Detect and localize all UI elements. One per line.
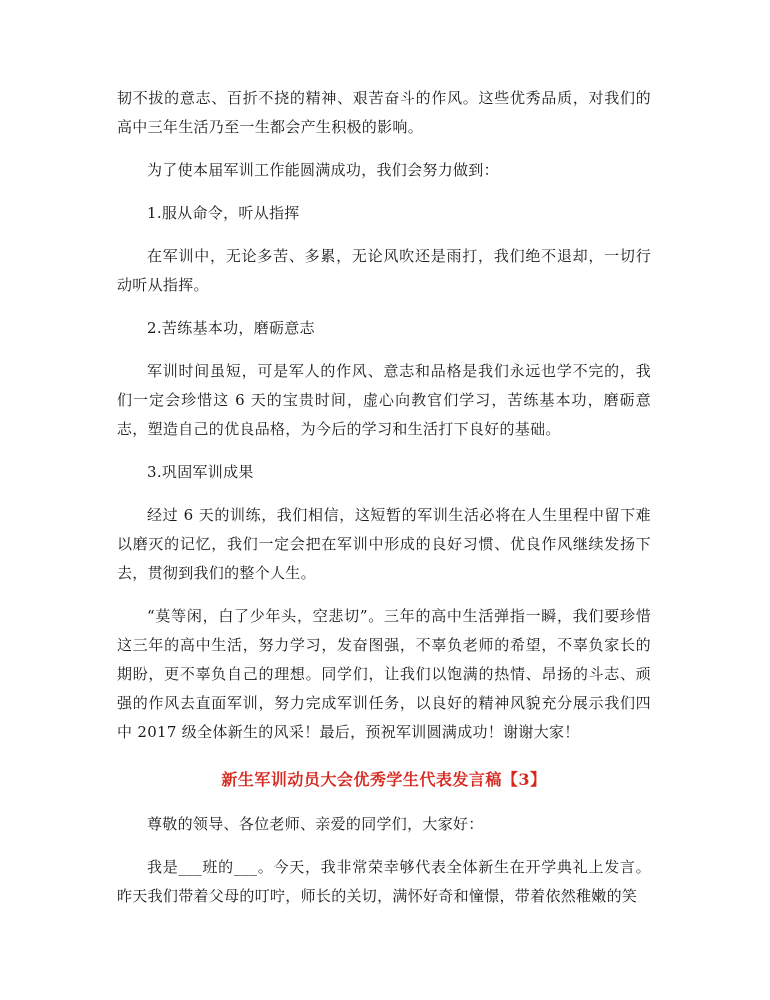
list-item-heading: 1.服从命令，听从指挥 (147, 204, 300, 222)
paragraph: “莫等闲，白了少年头，空悲切”。三年的高中生活弹指一瞬，我们要珍惜这三年的高中生活，努力学习，发奋图强，不辜负老师的希望，不辜负家长的期盼，更不辜负自己的理想。同学们，让我们以饱满的热情、昂扬的斗志、顽强的作风去直面军训，努力完成军训任务，以良好的精神风貌充分展示我们四中 2017 级全体新生的风采！最后，预祝军训圆满成功！谢谢大家！ (117, 607, 651, 741)
list-item-heading: 2.苦练基本功，磨砺意志 (147, 319, 315, 337)
paragraph: 我是___班的___。今天，我非常荣幸够代表全体新生在开学典礼上发言。昨天我们带着父母的叮咛，师长的关切，满怀好奇和憧憬，带着依然稚嫩的笑 (117, 858, 651, 905)
paragraph: 军训时间虽短，可是军人的作风、意志和品格是我们永远也学不完的，我们一定会珍惜这 6 天的宝贵时间，虚心向教官们学习，苦练基本功，磨砺意志，塑造自己的优良品格，为今后的学习和生活打下良好的基础。 (117, 362, 651, 438)
list-item-heading: 3.巩固军训成果 (147, 463, 254, 481)
paragraph: 经过 6 天的训练，我们相信，这短暂的军训生活必将在人生里程中留下难以磨灭的记忆，我们一定会把在军训中形成的良好习惯、优良作风继续发扬下去，贯彻到我们的整个人生。 (117, 506, 651, 582)
paragraph: 在军训中，无论多苦、多累，无论风吹还是雨打，我们绝不退却，一切行动听从指挥。 (117, 247, 651, 294)
section-heading: 新生军训动员大会优秀学生代表发言稿【3】 (221, 770, 547, 789)
paragraph: 尊敬的领导、各位老师、亲爱的同学们，大家好： (147, 815, 484, 833)
paragraph: 韧不拔的意志、百折不挠的精神、艰苦奋斗的作风。这些优秀品质，对我们的高中三年生活乃至一生都会产生积极的影响。 (117, 89, 651, 136)
document-body (117, 84, 651, 925)
paragraph: 为了使本届军训工作能圆满成功，我们会努力做到： (147, 161, 499, 179)
